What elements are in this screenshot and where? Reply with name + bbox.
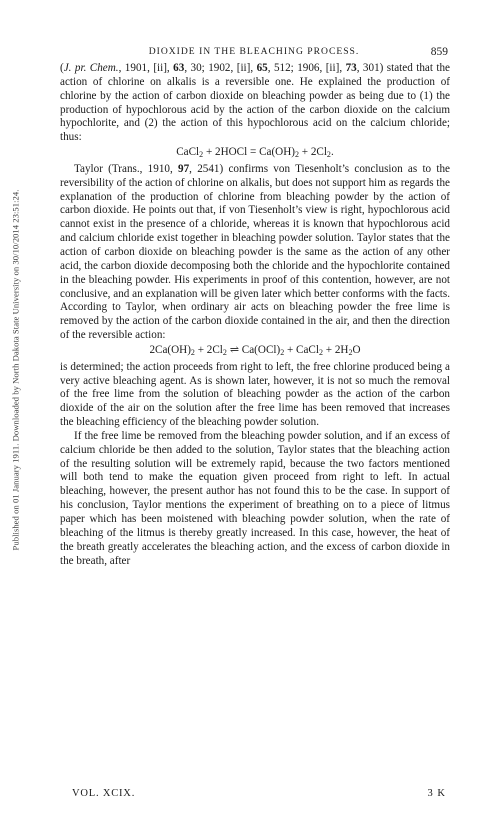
paragraph-1: (J. pr. Chem., 1901, [ii], 63, 30; 1902, [ii], 65, 512; 1906, [ii], 73, 301) stated that the action of chlorine on alkalis is a reversible one. He explained the production of chlorine by the action of carbon dioxide on bleaching powder as being due to (1) the production of hypochlorous acid by the action of the carbon dioxide on the calcium hypochlorite, and (2) the action of this hypochlorous acid on the calcium chloride; thus: [60,62,450,144]
equation-1: CaCl$_2$ + 2HOCl = $Ca(OH)_2 + 2Cl_2$. [176,146,334,160]
equation-2: $2Ca(OH)_2 + 2Cl_2$ ⇌ $Ca(OCl)_2$ + CaCl$_2$ + $2H_2O$ [149,343,361,357]
paragraph-2: Taylor (Trans., 1910, 97, 2541) confirms von Tiesenholt’s conclusion as to the reversibility of the action of chlorine on alkalis, but does not support him as regards the explanation of the production of chlorine from bleaching powder by the action of carbon dioxide. He points out that, if von Tiesenholt’s view is right, hypochlorous acid cannot exist in the presence of a chloride, whereas it is known that hypochlorous acid and calcium chloride exist together in bleaching powder solution. Taylor states that the action of carbon dioxide on bleaching powder is the same as the action of any other acid, the carbon dioxide decomposing both the chloride and the hypochlorite contained in the bleaching powder. His experiments in proof of this contention, however, are not conclusive, and an explanation will be given later which better conforms with the facts. According to Taylor, when ordinary air acts on bleaching powder the free lime is removed by the action of the carbon dioxide contained in the air, and then the direction of the reversible action: [60,162,450,342]
watermark-text: Published on 01 January 1911. Downloaded by North Dakota State University on 30/10/2014 23:51:24. [10,189,20,551]
paragraph-3: is determined; the action proceeds from right to left, the free chlorine produced being a very active bleaching agent. As is shown later, however, it is not so much the removal of the free lime from the solution of bleaching powder as the action of the carbon dioxide of the air on the solution after the free lime has been removed that increases the bleaching efficiency of the bleaching powder solution. [60,360,450,429]
volume-label: VOL. XCIX. [72,788,136,799]
article-body [60,62,450,568]
page-number: 859 [430,46,448,58]
paragraph-4: If the free lime be removed from the bleaching powder solution, and if an excess of calcium chloride be then added to the solution, Taylor states that the bleaching action of the resulting solution will be extremely rapid, because the two factors mentioned will both tend to make the equation given proceed from right to left. In actual bleaching, however, the present author has not found this to be the case. In support of his conclusion, Taylor mentions the experiment of breathing on to a piece of litmus paper which has been moistened with bleaching powder solution, when the rate of bleaching of the litmus is thereby greatly increased. In this case, however, the heat of the breath greatly accelerates the bleaching action, and the excess of carbon dioxide in the breath, after [60,429,450,567]
download-watermark [8,60,22,680]
signature-mark: 3 K [427,788,446,799]
running-title: DIOXIDE IN THE BLEACHING PROCESS. [148,46,360,57]
page-header [60,46,448,60]
